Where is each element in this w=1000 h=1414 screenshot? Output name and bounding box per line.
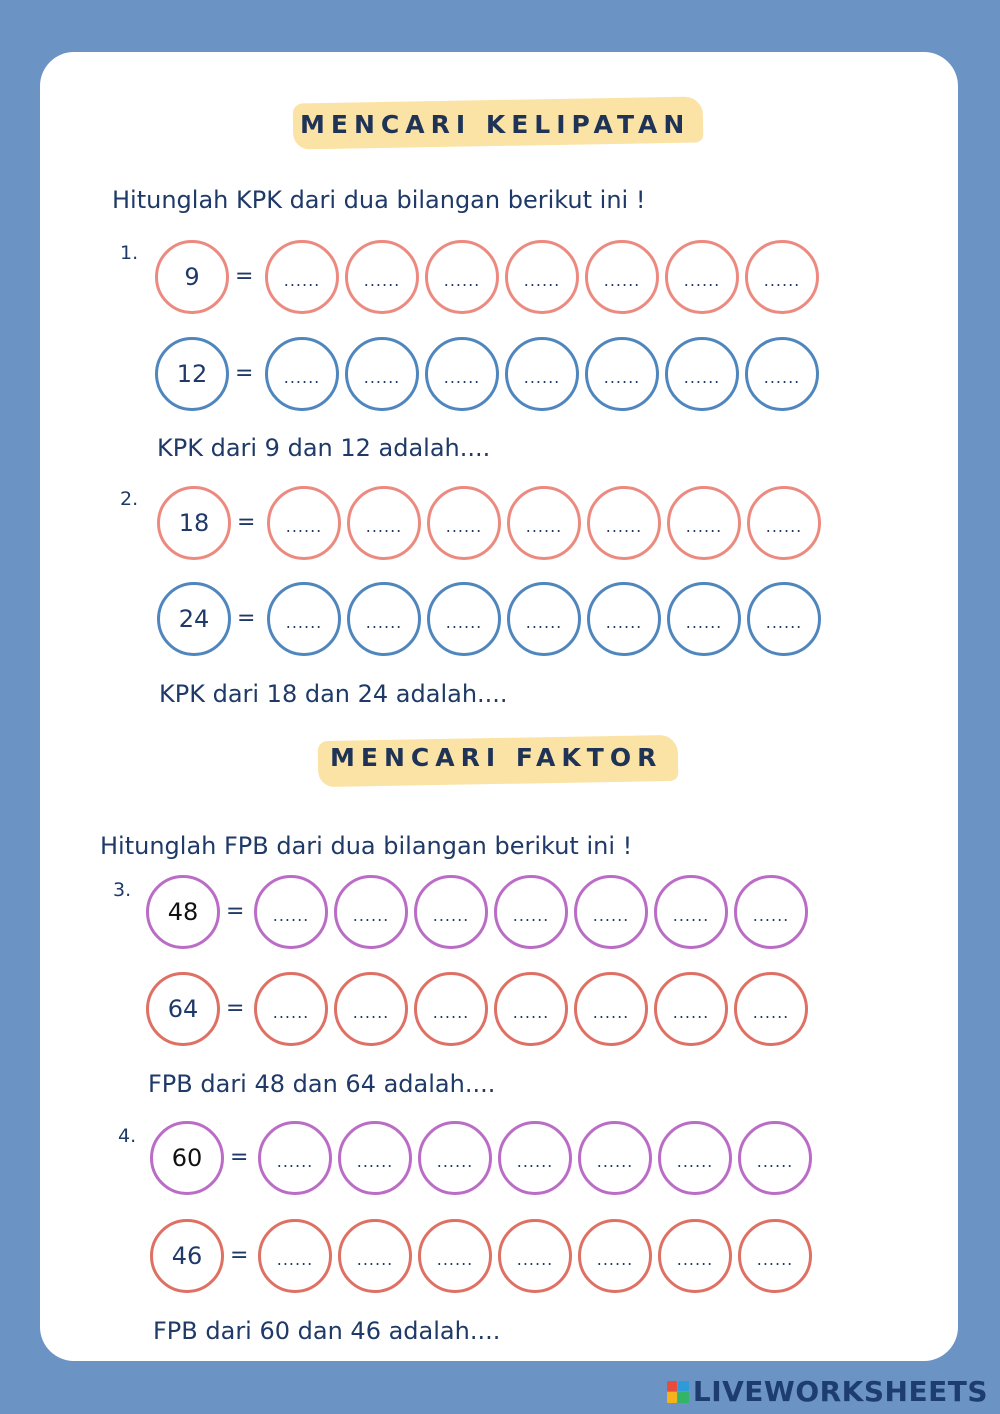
answer-blank[interactable]: ......: [747, 486, 821, 560]
answer-blank[interactable]: ......: [505, 240, 579, 314]
answer-blank[interactable]: ......: [427, 582, 501, 656]
answer-blank[interactable]: ......: [587, 582, 661, 656]
answer-blank[interactable]: ......: [587, 486, 661, 560]
answer-blank[interactable]: ......: [747, 582, 821, 656]
section-title-faktor: MENCARI FAKTOR: [330, 743, 663, 772]
answer-blank[interactable]: ......: [267, 582, 341, 656]
fpb-answer-prompt-3: FPB dari 48 dan 64 adalah....: [148, 1070, 496, 1098]
equals-sign: =: [226, 899, 245, 924]
question-number-2: 2.: [120, 488, 139, 510]
equals-sign: =: [237, 510, 256, 535]
question-number-1: 1.: [120, 242, 139, 264]
answer-blank[interactable]: ......: [345, 337, 419, 411]
number-circle: [157, 486, 231, 560]
answer-blank[interactable]: ......: [265, 240, 339, 314]
equals-sign: =: [226, 996, 245, 1021]
answer-blank[interactable]: ......: [738, 1219, 812, 1293]
number-circle: [146, 972, 220, 1046]
answer-blank[interactable]: ......: [585, 240, 659, 314]
equals-sign: =: [235, 264, 254, 289]
answer-blank[interactable]: ......: [654, 972, 728, 1046]
answer-blank[interactable]: ......: [578, 1219, 652, 1293]
equals-sign: =: [230, 1243, 249, 1268]
kpk-answer-prompt-2: KPK dari 18 dan 24 adalah....: [159, 680, 508, 708]
answer-blank[interactable]: ......: [658, 1121, 732, 1195]
number-circle: [146, 875, 220, 949]
answer-blank[interactable]: ......: [658, 1219, 732, 1293]
answer-blank[interactable]: ......: [418, 1121, 492, 1195]
answer-blank[interactable]: ......: [338, 1219, 412, 1293]
answer-blank[interactable]: ......: [734, 972, 808, 1046]
answer-blank[interactable]: ......: [745, 337, 819, 411]
answer-blank[interactable]: ......: [334, 972, 408, 1046]
brand-name: LIVEWORKSHEETS: [692, 1375, 988, 1408]
answer-blank[interactable]: ......: [347, 582, 421, 656]
answer-blank[interactable]: ......: [347, 486, 421, 560]
number-circle: [157, 582, 231, 656]
equals-sign: =: [230, 1145, 249, 1170]
answer-blank[interactable]: ......: [667, 582, 741, 656]
answer-blank[interactable]: ......: [585, 337, 659, 411]
answer-blank[interactable]: ......: [414, 972, 488, 1046]
question-number-3: 3.: [113, 879, 132, 901]
answer-blank[interactable]: ......: [505, 337, 579, 411]
answer-blank[interactable]: ......: [498, 1121, 572, 1195]
instruction-fpb: Hitunglah FPB dari dua bilangan berikut ini !: [100, 832, 633, 860]
fpb-answer-prompt-4: FPB dari 60 dan 46 adalah....: [153, 1317, 501, 1345]
answer-blank[interactable]: ......: [507, 486, 581, 560]
answer-blank[interactable]: ......: [667, 486, 741, 560]
answer-blank[interactable]: ......: [574, 875, 648, 949]
answer-blank[interactable]: ......: [254, 875, 328, 949]
number-value: 18: [178, 509, 210, 537]
number-value: 9: [184, 263, 200, 291]
number-value: 64: [167, 995, 199, 1023]
answer-blank[interactable]: ......: [734, 875, 808, 949]
answer-blank[interactable]: ......: [414, 875, 488, 949]
number-circle: [150, 1121, 224, 1195]
number-value: 24: [178, 605, 210, 633]
number-value: 12: [176, 360, 208, 388]
answer-blank[interactable]: ......: [334, 875, 408, 949]
answer-blank[interactable]: ......: [345, 240, 419, 314]
answer-blank[interactable]: ......: [338, 1121, 412, 1195]
liveworksheets-brand[interactable]: [667, 1375, 988, 1408]
instruction-kpk: Hitunglah KPK dari dua bilangan berikut ini !: [112, 186, 646, 214]
number-circle: [155, 337, 229, 411]
section-title-kelipatan: MENCARI KELIPATAN: [300, 110, 691, 139]
answer-blank[interactable]: ......: [427, 486, 501, 560]
answer-blank[interactable]: ......: [254, 972, 328, 1046]
equals-sign: =: [235, 361, 254, 386]
answer-blank[interactable]: ......: [738, 1121, 812, 1195]
answer-blank[interactable]: ......: [425, 337, 499, 411]
question-number-4: 4.: [118, 1125, 137, 1147]
answer-blank[interactable]: ......: [665, 240, 739, 314]
number-value: 60: [171, 1144, 203, 1172]
answer-blank[interactable]: ......: [425, 240, 499, 314]
answer-blank[interactable]: ......: [665, 337, 739, 411]
answer-blank[interactable]: ......: [258, 1219, 332, 1293]
number-circle: [150, 1219, 224, 1293]
answer-blank[interactable]: ......: [507, 582, 581, 656]
answer-blank[interactable]: ......: [574, 972, 648, 1046]
answer-blank[interactable]: ......: [745, 240, 819, 314]
answer-blank[interactable]: ......: [578, 1121, 652, 1195]
answer-blank[interactable]: ......: [267, 486, 341, 560]
liveworksheets-logo-icon: [667, 1381, 689, 1403]
number-value: 46: [171, 1242, 203, 1270]
number-circle: [155, 240, 229, 314]
answer-blank[interactable]: ......: [654, 875, 728, 949]
answer-blank[interactable]: ......: [418, 1219, 492, 1293]
answer-blank[interactable]: ......: [498, 1219, 572, 1293]
number-value: 48: [167, 898, 199, 926]
answer-blank[interactable]: ......: [494, 875, 568, 949]
answer-blank[interactable]: ......: [494, 972, 568, 1046]
equals-sign: =: [237, 606, 256, 631]
kpk-answer-prompt-1: KPK dari 9 dan 12 adalah....: [157, 434, 491, 462]
answer-blank[interactable]: ......: [265, 337, 339, 411]
answer-blank[interactable]: ......: [258, 1121, 332, 1195]
